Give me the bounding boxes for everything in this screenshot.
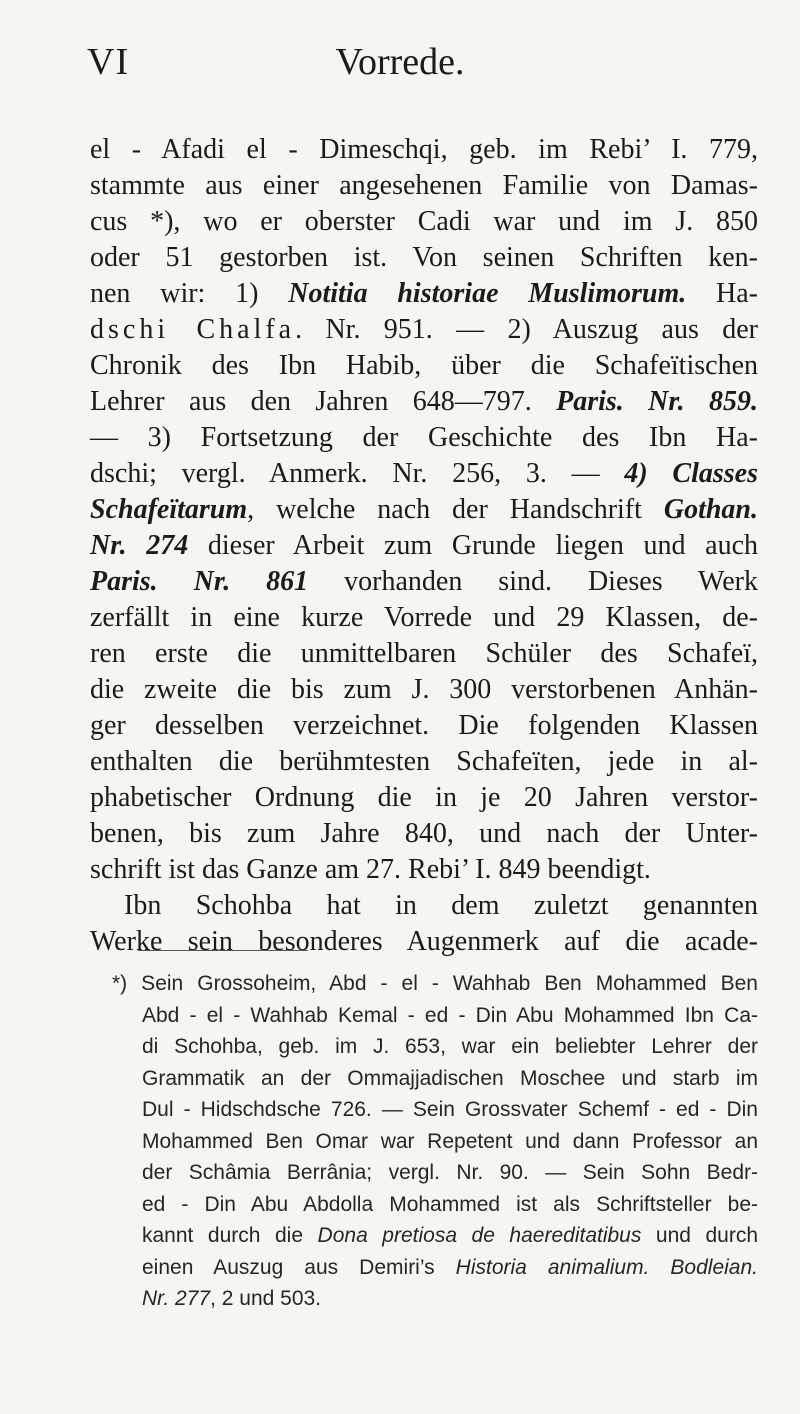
text-segment: einen Auszug aus Demiri’s (142, 1255, 456, 1279)
text-line (90, 636, 758, 672)
text-segment: kannt durch die (142, 1224, 318, 1247)
text-segment: benen, bis zum Jahre 840, und nach der Unter- (90, 818, 758, 849)
running-title: Vorrede. (335, 41, 465, 83)
text-segment: Werke sein besonderes Augenmerk auf die acade- (90, 926, 758, 957)
footnote-line (112, 1252, 758, 1284)
footnote (112, 968, 758, 1315)
text-line (90, 708, 758, 744)
text-line (90, 420, 758, 456)
text-segment: *) Sein Grossoheim, Abd - el - Wahhab Ben Mohammed Ben (112, 972, 758, 995)
text-segment: Ha- (686, 278, 758, 309)
text-segment: nen wir: 1) (90, 278, 289, 309)
text-segment: stammte aus einer angesehenen Familie von Damas- (90, 170, 758, 201)
text-segment: — 3) Fortsetzung der Geschichte des Ibn Ha- (90, 422, 758, 453)
text-segment: schrift ist das Ganze am 27. Rebi’ I. 849 beendigt. (90, 854, 651, 885)
text-segment: . Nr. 951. — 2) Auszug aus der (295, 314, 758, 345)
page-number: VI (87, 41, 130, 83)
text-line (90, 348, 758, 384)
footnote-line (112, 1063, 758, 1095)
footnote-line (112, 1031, 758, 1063)
text-line (90, 132, 758, 168)
text-segment: Grammatik an der Ommajjadischen Moschee und starb im (142, 1066, 758, 1090)
text-line (90, 924, 758, 960)
footnote-line (112, 1094, 758, 1126)
text-segment: Mohammed Ben Omar war Repetent und dann Professor an (142, 1129, 758, 1153)
text-segment: vorhanden sind. Dieses Werk (308, 566, 758, 597)
text-segment: Paris. Nr. 859. (556, 386, 759, 417)
text-segment: oder 51 gestorben ist. Von seinen Schriften ken- (90, 242, 758, 273)
text-segment: Schafeïtarum (90, 494, 248, 525)
text-segment: el - Afadi el - Dimeschqi, geb. im Rebi’ I. 779, (90, 134, 758, 165)
text-segment: und durch (641, 1224, 758, 1247)
footnote-line (112, 1126, 758, 1158)
footnote-line (112, 1283, 758, 1315)
text-segment: ed - Din Abu Abdolla Mohammed ist als Schriftsteller be- (142, 1192, 758, 1216)
text-segment: di Schohba, geb. im J. 653, war ein beliebter Lehrer der (142, 1035, 758, 1058)
footnote-line (112, 1220, 758, 1252)
text-segment: dschi Chalfa (90, 314, 296, 345)
text-segment: Nr. 274 (90, 530, 189, 561)
text-segment: Gothan. (663, 494, 758, 525)
text-segment: dieser Arbeit zum Grunde liegen und auch (188, 530, 758, 561)
body-text (90, 132, 758, 960)
text-segment: dschi; vergl. Anmerk. Nr. 256, 3. — (90, 458, 625, 489)
text-line (90, 816, 758, 852)
text-line (90, 204, 758, 240)
text-segment: Paris. Nr. 861 (90, 566, 309, 597)
text-segment: cus *), wo er oberster Cadi war und im J. 850 (90, 206, 758, 237)
text-line (90, 492, 758, 528)
text-line (90, 276, 758, 312)
text-line (90, 312, 758, 348)
text-segment: enthalten die berühmtesten Schafeïten, jede in al- (90, 746, 758, 777)
footnote-rule (138, 950, 308, 951)
text-segment: , welche nach der Handschrift (247, 494, 664, 525)
footnote-line (112, 1189, 758, 1221)
text-line (90, 384, 758, 420)
text-line (90, 744, 758, 780)
footnote-line (112, 1000, 758, 1032)
text-line (90, 672, 758, 708)
footnote-line (112, 1157, 758, 1189)
text-line (90, 528, 758, 564)
text-segment: Dona pretiosa de haereditatibus (317, 1224, 642, 1247)
text-segment: ger desselben verzeichnet. Die folgenden Klassen (90, 710, 758, 741)
text-segment: Historia animalium. Bodleian. (455, 1255, 758, 1279)
text-line (90, 456, 758, 492)
text-line (90, 168, 758, 204)
text-line (90, 600, 758, 636)
text-segment: Dul - Hidschdsche 726. — Sein Grossvater Schemf - ed - Din (142, 1098, 758, 1121)
text-line (90, 888, 758, 924)
text-segment: Abd - el - Wahhab Kemal - ed - Din Abu Mohammed Ibn Ca- (142, 1003, 758, 1027)
text-segment: Nr. 277 (142, 1287, 211, 1310)
footnote-line (112, 968, 758, 1000)
text-segment: Lehrer aus den Jahren 648—797. (90, 386, 557, 417)
text-line (90, 240, 758, 276)
page-header (0, 40, 800, 100)
text-segment: 4) Classes (624, 458, 758, 489)
text-segment: , 2 und 503. (210, 1287, 322, 1310)
text-segment: der Schâmia Berrânia; vergl. Nr. 90. — Sein Sohn Bedr- (142, 1161, 758, 1184)
text-segment: zerfällt in eine kurze Vorrede und 29 Klassen, de- (90, 602, 758, 633)
text-segment: die zweite die bis zum J. 300 verstorbenen Anhän- (90, 674, 758, 705)
text-line (90, 780, 758, 816)
text-segment: ren erste die unmittelbaren Schüler des Schafeï, (90, 638, 758, 669)
text-segment: Ibn Schohba hat in dem zuletzt genannten (124, 890, 758, 921)
text-segment: phabetischer Ordnung die in je 20 Jahren verstor- (90, 782, 758, 813)
text-line (90, 564, 758, 600)
text-segment: Chronik des Ibn Habib, über die Schafeïtischen (90, 350, 758, 381)
text-line (90, 852, 758, 888)
text-segment: Notitia historiae Muslimorum. (288, 278, 687, 309)
